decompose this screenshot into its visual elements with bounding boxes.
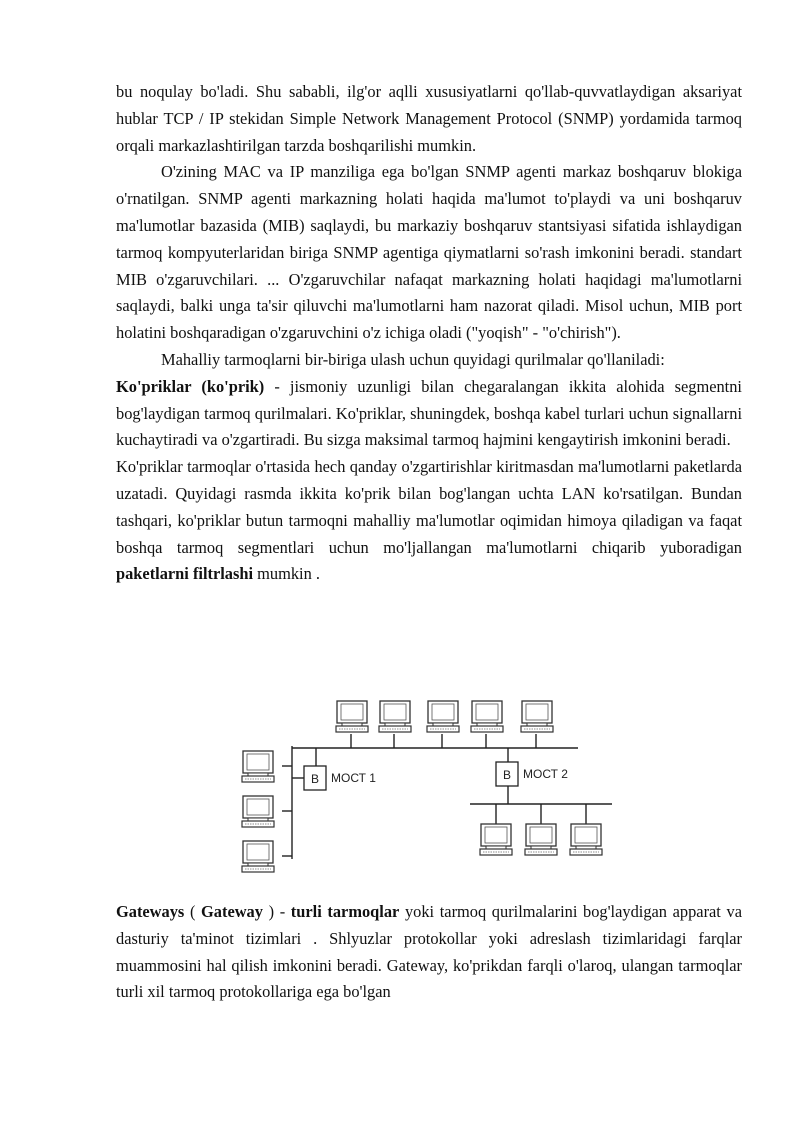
lan-2	[316, 734, 578, 748]
text-block-bottom	[116, 899, 742, 1006]
paragraph-1: bu noqulay bo'ladi. Shu sababli, ilg'or aqlli xususiyatlarni qo'llab-quvvatlaydigan aksariyat hublar TCP / IP stekidan Simple Network Management Protocol (SNMP) yordamida tarmoq orqali markazlashtirilgan tarzda boshqarilishi mumkin.	[116, 82, 742, 155]
computer-icon	[521, 701, 553, 732]
bridge-1-letter: B	[310, 772, 320, 786]
lan-3	[470, 804, 612, 824]
paragraph-5-text: Ko'priklar tarmoqlar o'rtasida hech qanday o'zgartirishlar kiritmasdan ma'lumotlarni paketlarda uzatadi. Quyidagi rasmda ikkita ko'prik bilan bog'langan uchta LAN ko'rsatilgan. Bundan tashqari, ko'priklar butun tarmoqni mahalliy ma'lumotlar oqimidan himoya qiladigan va faqat boshqa tarmoq segmentlari uchun mo'ljallangan ma'lumotlarni chiqarib yuboradigan	[116, 457, 742, 557]
computer-icon	[427, 701, 459, 732]
bridge-network-diagram	[236, 696, 616, 876]
computer-icon	[471, 701, 503, 732]
bridge-2	[496, 748, 568, 804]
paragraph-5-end: mumkin .	[253, 564, 320, 584]
term-packet-filtering: paketlarni filtrlashi	[116, 564, 254, 584]
bridge-2-label: МОСТ 2	[523, 767, 568, 781]
computer-icon	[379, 701, 411, 732]
bridge-2-letter: B	[502, 768, 512, 782]
computer-icon	[525, 824, 557, 855]
computer-icon	[242, 751, 274, 782]
paragraph-6-text: yoki tarmoq qurilmalarini bog'laydigan apparat va dasturiy ta'minot tizimlari . Shlyuzlar protokollar yoki adreslash tizimlaridagi farqlar muammosini hal qilish imkonini beradi. Gateway, ko'prikdan farqli o'laroq, ulangan tarmoqlar turli xil tarmoq protokollariga ega bo'lgan	[116, 902, 742, 1002]
computer-icon	[242, 796, 274, 827]
computer-icon	[570, 824, 602, 855]
text-block-top	[116, 79, 742, 588]
term-gateways: Gateways	[116, 902, 185, 921]
paren-close: ) -	[262, 902, 291, 921]
computer-icon	[336, 701, 368, 732]
paragraph-2: O'zining MAC va IP manziliga ega bo'lgan SNMP agenti markaz boshqaruv blokiga o'rnatilgan. SNMP agenti markazning holati haqida ma'lumot to'playdi va uni boshqaruv ma'lumotlar bazasida (MIB) saqlaydi, bu markaziy boshqaruv stantsiyasi sifatida ishlaydigan tarmoq kompyuterlaridan biriga SNMP agentiga qiymatlarni so'rash imkonini beradi. standart MIB o'zgaruvchilari. ... O'zgaruvchilar nafaqat markazning holati haqidagi ma'lumotlarni saqlaydi, balki unga ta'sir qiluvchi ma'lumotlarni ham nazorat qiladi. Misol uchun, MIB port holatini boshqaradigan o'zgaruvchini o'z ichiga oladi ("yoqish" - "o'chirish").	[116, 162, 742, 343]
paren-open: (	[184, 902, 202, 921]
term-gateway: Gateway	[201, 902, 263, 921]
paragraph-4	[116, 374, 742, 454]
term-different-networks: turli tarmoqlar	[290, 902, 400, 921]
lan-1	[282, 746, 292, 859]
paragraph-3: Mahalliy tarmoqlarni bir-biriga ulash uchun quyidagi qurilmalar qo'llaniladi:	[161, 349, 665, 369]
computer-icon	[480, 824, 512, 855]
bridge-1-label: МОСТ 1	[331, 771, 376, 785]
bridge-1	[292, 748, 376, 790]
paragraph-4-text: - jismoniy uzunligi bilan chegaralangan ikkita alohida segmentni bog'laydigan tarmoq qurilmalari. Ko'priklar, shuningdek, boshqa kabel turlari uchun signallarni kuchaytiradi va o'zgartiradi. Bu sizga maksimal tarmoq hajmini kengaytirish imkonini beradi.	[116, 376, 742, 450]
paragraph-6	[116, 899, 742, 1006]
term-bridges: Ko'priklar (ko'prik)	[116, 376, 265, 396]
paragraph-5	[116, 454, 742, 588]
computer-icon	[242, 841, 274, 872]
